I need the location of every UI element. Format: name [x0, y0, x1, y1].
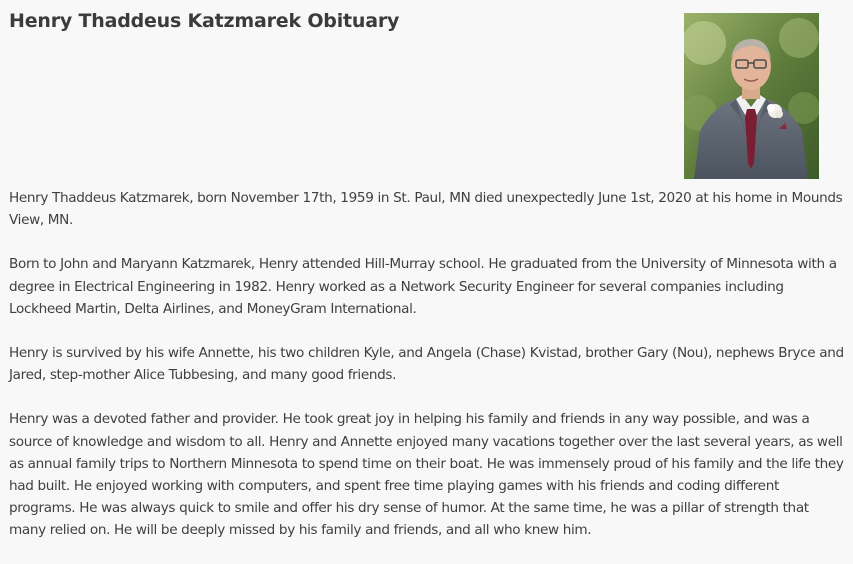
obituary-paragraph: Born to John and Maryann Katzmarek, Henry attended Hill-Murray school. He graduated from the University of Minnesota with a degree in Electrical Engineering in 1982. Henry worked as a Network Security Engineer for several companies including Lockheed Martin, Delta Airlines, and MoneyGram International.	[9, 256, 837, 317]
obituary-body	[9, 187, 845, 564]
portrait-photo	[684, 13, 819, 179]
page-title: Henry Thaddeus Katzmarek Obituary	[9, 10, 400, 32]
obituary-paragraph: Henry was a devoted father and provider. He took great joy in helping his family and friends in any way possible, and was a source of knowledge and wisdom to all. Henry and Annette enjoyed many vacations together over the last several years, as well as annual family trips to Northern Minnesota to spend time on their boat. He was immensely proud of his family and the life they had built. He enjoyed working with computers, and spent free time playing games with his friends and coding different programs. He was always quick to smile and offer his dry sense of humor. At the same time, he was a pillar of strength that many relied on. He will be deeply missed by his family and friends, and all who knew him.	[9, 411, 844, 539]
obituary-paragraph: Henry Thaddeus Katzmarek, born November 17th, 1959 in St. Paul, MN died unexpectedly June 1st, 2020 at his home in Mounds View, MN.	[9, 190, 843, 229]
obituary-paragraph: Henry is survived by his wife Annette, his two children Kyle, and Angela (Chase) Kvistad, brother Gary (Nou), nephews Bryce and Jared, step-mother Alice Tubbesing, and many good friends.	[9, 345, 844, 384]
obituary-header	[9, 8, 853, 178]
